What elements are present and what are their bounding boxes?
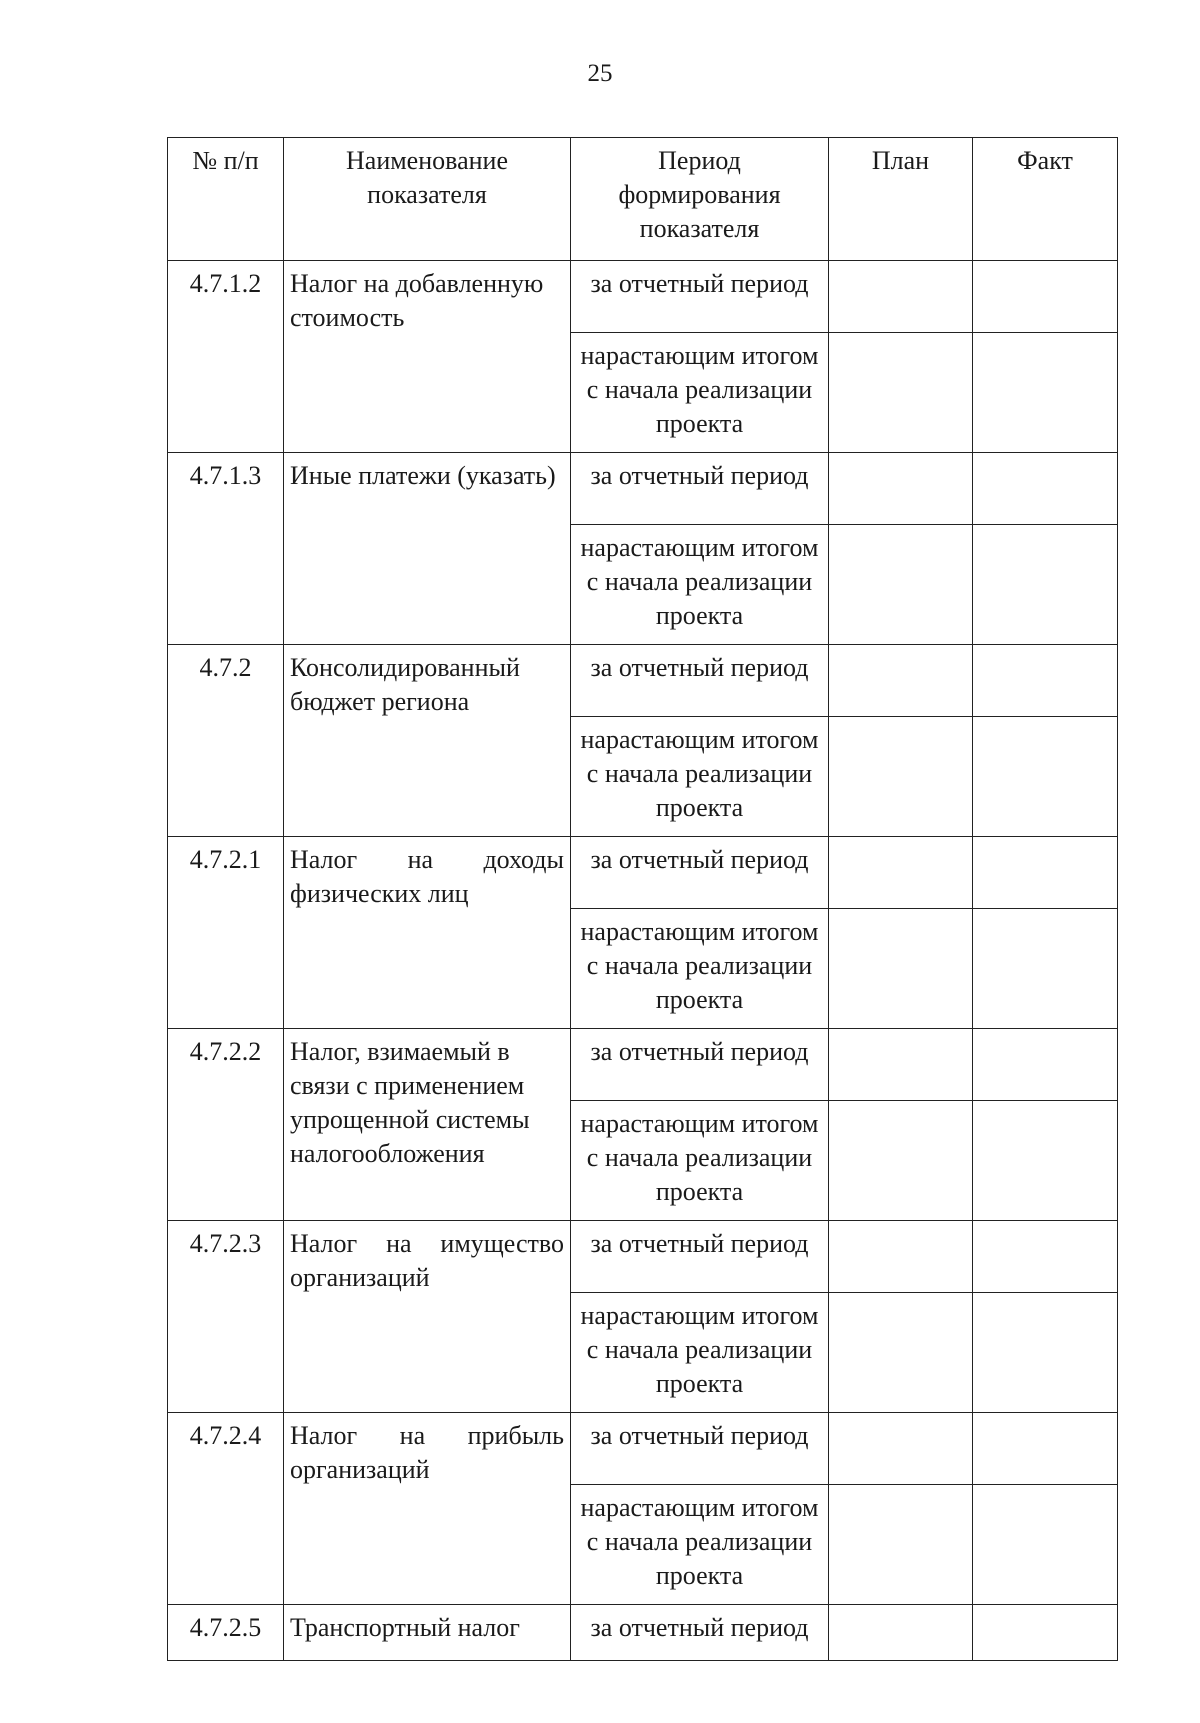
fact-cell[interactable]	[973, 261, 1118, 333]
header-plan: План	[829, 138, 973, 261]
period-current: за отчетный период	[571, 261, 829, 333]
row-number: 4.7.2.5	[168, 1605, 284, 1661]
indicators-table	[167, 137, 1118, 1661]
table-row	[168, 453, 1118, 525]
plan-cell[interactable]	[829, 261, 973, 333]
table-row	[168, 1413, 1118, 1485]
plan-cell[interactable]	[829, 525, 973, 645]
fact-cell[interactable]	[973, 453, 1118, 525]
indicator-name: Транспортный налог	[284, 1605, 571, 1661]
fact-cell[interactable]	[973, 525, 1118, 645]
indicator-name: Консолидированный бюджет региона	[284, 645, 571, 837]
plan-cell[interactable]	[829, 1605, 973, 1661]
row-number: 4.7.1.3	[168, 453, 284, 645]
table-row	[168, 645, 1118, 717]
plan-cell[interactable]	[829, 333, 973, 453]
indicator-name: Налог на доходы физических лиц	[284, 837, 571, 1029]
fact-cell[interactable]	[973, 1413, 1118, 1485]
fact-cell[interactable]	[973, 1221, 1118, 1293]
fact-cell[interactable]	[973, 837, 1118, 909]
page-number: 25	[587, 60, 613, 87]
period-cumulative: нарастающим итогом с начала реализации проекта	[571, 525, 829, 645]
period-cumulative: нарастающим итогом с начала реализации проекта	[571, 1101, 829, 1221]
plan-cell[interactable]	[829, 717, 973, 837]
indicator-name: Налог, взимаемый в связи с применением упрощенной системы налогообложения	[284, 1029, 571, 1221]
row-number: 4.7.1.2	[168, 261, 284, 453]
fact-cell[interactable]	[973, 909, 1118, 1029]
fact-cell[interactable]	[973, 333, 1118, 453]
header-name: Наименование показателя	[284, 138, 571, 261]
plan-cell[interactable]	[829, 1101, 973, 1221]
fact-cell[interactable]	[973, 1605, 1118, 1661]
period-cumulative: нарастающим итогом с начала реализации проекта	[571, 1485, 829, 1605]
period-cumulative: нарастающим итогом с начала реализации проекта	[571, 909, 829, 1029]
indicator-name: Иные платежи (указать)	[284, 453, 571, 645]
row-number: 4.7.2.2	[168, 1029, 284, 1221]
indicator-name: Налог на добавленную стоимость	[284, 261, 571, 453]
period-cumulative: нарастающим итогом с начала реализации проекта	[571, 1293, 829, 1413]
row-number: 4.7.2	[168, 645, 284, 837]
header-num: № п/п	[168, 138, 284, 261]
period-current: за отчетный период	[571, 837, 829, 909]
fact-cell[interactable]	[973, 1029, 1118, 1101]
plan-cell[interactable]	[829, 909, 973, 1029]
period-current: за отчетный период	[571, 1221, 829, 1293]
plan-cell[interactable]	[829, 1221, 973, 1293]
fact-cell[interactable]	[973, 1293, 1118, 1413]
plan-cell[interactable]	[829, 837, 973, 909]
plan-cell[interactable]	[829, 1485, 973, 1605]
fact-cell[interactable]	[973, 1101, 1118, 1221]
header-period: Период формирования показателя	[571, 138, 829, 261]
table-row	[168, 261, 1118, 333]
fact-cell[interactable]	[973, 717, 1118, 837]
period-current: за отчетный период	[571, 645, 829, 717]
row-number: 4.7.2.1	[168, 837, 284, 1029]
table-row	[168, 837, 1118, 909]
indicator-name: Налог на прибыль организаций	[284, 1413, 571, 1605]
table-row	[168, 1029, 1118, 1101]
fact-cell[interactable]	[973, 645, 1118, 717]
period-cumulative: нарастающим итогом с начала реализации проекта	[571, 333, 829, 453]
plan-cell[interactable]	[829, 1413, 973, 1485]
table-row	[168, 1605, 1118, 1661]
fact-cell[interactable]	[973, 1485, 1118, 1605]
period-cumulative: нарастающим итогом с начала реализации проекта	[571, 717, 829, 837]
indicator-name: Налог на имущество организаций	[284, 1221, 571, 1413]
plan-cell[interactable]	[829, 1029, 973, 1101]
table-header-row	[168, 138, 1118, 261]
plan-cell[interactable]	[829, 453, 973, 525]
period-current: за отчетный период	[571, 1605, 829, 1661]
row-number: 4.7.2.3	[168, 1221, 284, 1413]
period-current: за отчетный период	[571, 1029, 829, 1101]
period-current: за отчетный период	[571, 453, 829, 525]
header-fact: Факт	[973, 138, 1118, 261]
plan-cell[interactable]	[829, 645, 973, 717]
period-current: за отчетный период	[571, 1413, 829, 1485]
plan-cell[interactable]	[829, 1293, 973, 1413]
row-number: 4.7.2.4	[168, 1413, 284, 1605]
table-row	[168, 1221, 1118, 1293]
